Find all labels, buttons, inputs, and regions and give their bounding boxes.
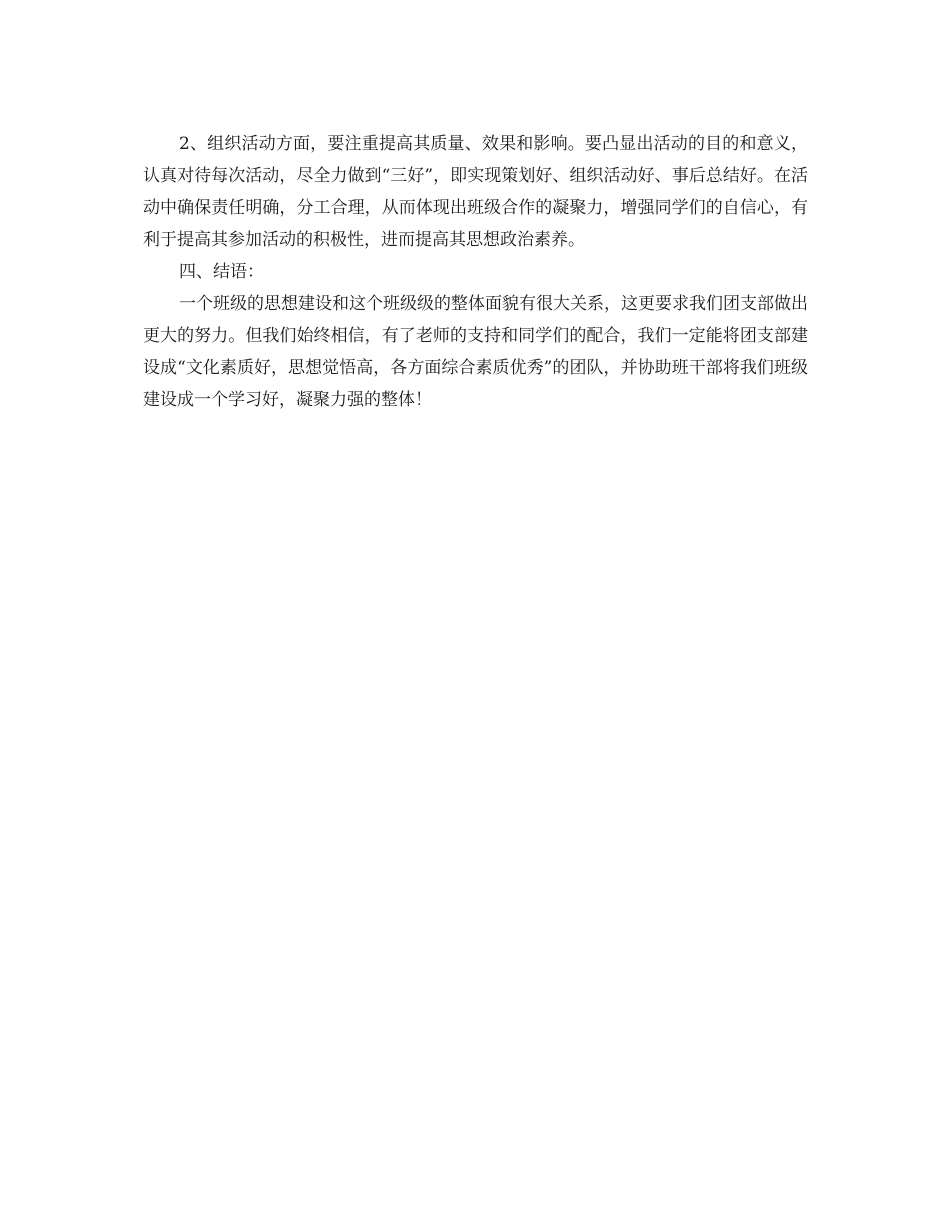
paragraph-conclusion: 一个班级的思想建设和这个班级级的整体面貌有很大关系，这更要求我们团支部做出更大的努力。但我们始终相信，有了老师的支持和同学们的配合，我们一定能将团支部建设成“文化素质好，思想觉悟高，各方面综合素质优秀”的团队，并协助班干部将我们班级建设成一个学习好，凝聚力强的整体！ [143,294,808,410]
paragraph-activities: 2、组织活动方面，要注重提高其质量、效果和影响。要凸显出活动的目的和意义，认真对待每次活动，尽全力做到“三好”，即实现策划好、组织活动好、事后总结好。在活动中确保责任明确，分工合理，从而体现出班级合作的凝聚力，增强同学们的自信心，有利于提高其参加活动的积极性，进而提高其思想政治素养。 [143,134,808,250]
section-heading-conclusion: 四、结语： [179,262,264,282]
document-body [143,128,808,416]
